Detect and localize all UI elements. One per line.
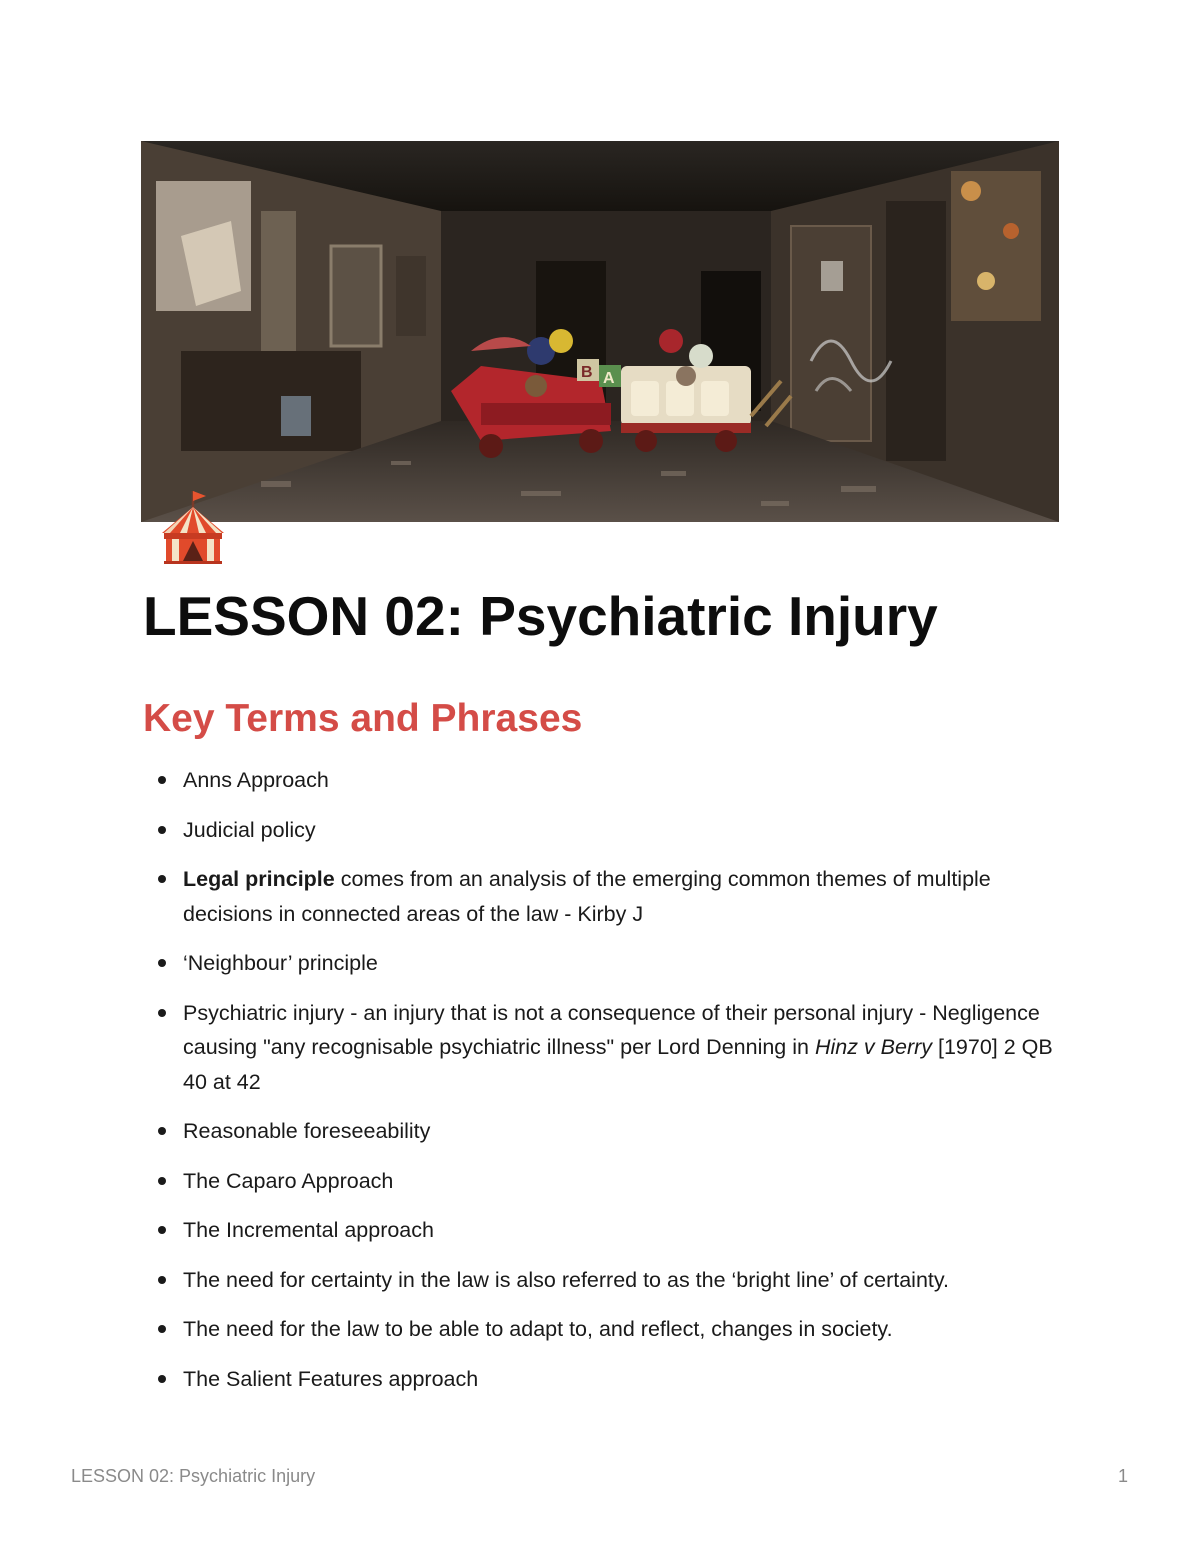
cover-image	[141, 141, 1059, 522]
page-title: LESSON 02: Psychiatric Injury	[143, 585, 938, 647]
footer-page-number: 1	[1117, 1466, 1128, 1486]
list-item	[183, 1362, 1063, 1397]
list-item	[183, 1164, 1063, 1199]
term-text: The Incremental approach	[183, 1218, 434, 1242]
term-text: Psychiatric injury - an injury that is not a consequence of their personal injury - Negligence causing "any recognisable psychiatric illness" per Lord Denning in	[183, 1000, 1040, 1059]
list-item	[183, 946, 1063, 981]
list-item	[183, 1263, 1063, 1298]
circus-tent-icon	[156, 487, 230, 567]
footer-title: LESSON 02: Psychiatric Injury	[71, 1466, 316, 1486]
list-item	[183, 1312, 1063, 1347]
cover-photo-icon	[141, 141, 1059, 522]
key-terms-list	[183, 763, 1063, 1411]
term-text: Reasonable foreseeability	[183, 1119, 431, 1143]
list-item	[183, 1114, 1063, 1149]
term-bold: Legal principle	[183, 867, 335, 891]
block-letter-b: B	[581, 364, 593, 381]
case-citation: [1970] 2 QB 40 at 42	[183, 1035, 1053, 1094]
block-letter-a: A	[603, 370, 615, 387]
list-item	[183, 763, 1063, 798]
term-text: Judicial policy	[183, 817, 316, 842]
term-text: The Salient Features approach	[183, 1366, 479, 1391]
list-item	[183, 813, 1063, 848]
list-item	[183, 862, 1063, 931]
case-name: Hinz v Berry	[814, 1035, 933, 1059]
term-text: The need for certainty in the law is also referred to as the ‘bright line’ of certainty.	[183, 1267, 950, 1292]
term-text: ‘Neighbour’ principle	[183, 951, 378, 975]
list-item	[183, 1213, 1063, 1248]
term-text: Anns Approach	[183, 768, 329, 792]
term-text: The need for the law to be able to adapt to, and reflect, changes in society.	[183, 1317, 893, 1341]
term-text: comes from an analysis of the emerging common themes of multiple decisions in connected areas of the law - Kirby J	[183, 867, 991, 926]
list-item	[183, 996, 1063, 1100]
section-heading-key-terms: Key Terms and Phrases	[143, 697, 583, 740]
term-text: The Caparo Approach	[183, 1168, 394, 1193]
